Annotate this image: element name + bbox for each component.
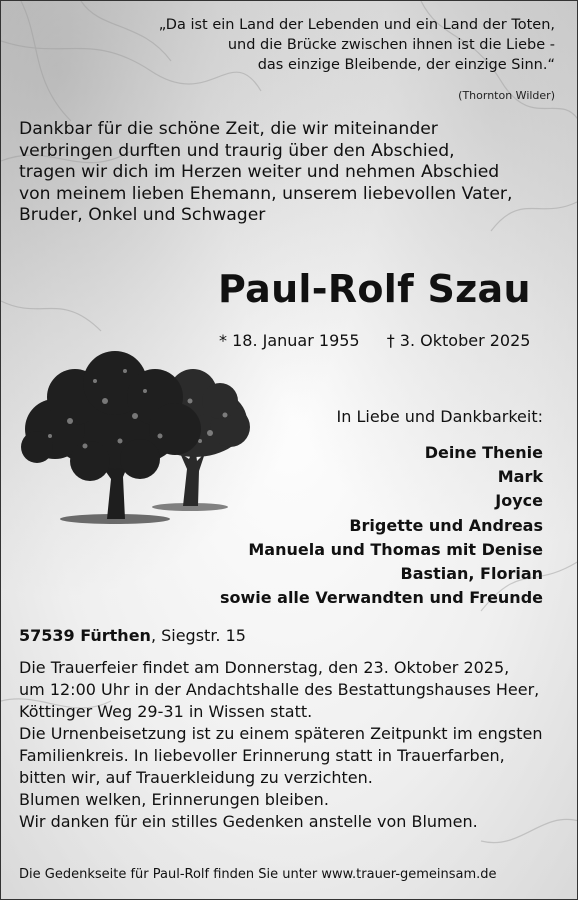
life-dates bbox=[219, 331, 530, 350]
funeral-details bbox=[19, 657, 559, 833]
details-line: Köttinger Weg 29-31 in Wissen statt. bbox=[19, 702, 313, 721]
details-line: Blumen welken, Erinnerungen bleiben. bbox=[19, 790, 329, 809]
details-line: um 12:00 Uhr in der Andachtshalle des Bestattungshauses Heer, bbox=[19, 680, 540, 699]
address-city: 57539 Fürthen bbox=[19, 626, 151, 645]
details-line: Die Trauerfeier findet am Donnerstag, den 23. Oktober 2025, bbox=[19, 658, 510, 677]
intro-line: verbringen durften und traurig über den Abschied, bbox=[19, 140, 455, 161]
mourner-name: sowie alle Verwandten und Freunde bbox=[219, 588, 543, 608]
details-line: bitten wir, auf Trauerkleidung zu verzichten. bbox=[19, 768, 373, 787]
memorial-page-note: Die Gedenkseite für Paul-Rolf finden Sie unter www.trauer-gemeinsam.de bbox=[19, 867, 497, 882]
mourner-name: Bastian, Florian bbox=[400, 564, 543, 584]
mourner-name: Mark bbox=[497, 467, 543, 487]
mourner-name: Deine Thenie bbox=[424, 443, 543, 462]
details-line: Wir danken für ein stilles Gedenken anstelle von Blumen. bbox=[19, 812, 478, 831]
address-street: , Siegstr. 15 bbox=[150, 626, 246, 645]
quote-line: und die Brücke zwischen ihnen ist die Liebe - bbox=[227, 37, 555, 53]
mourner-name: Manuela und Thomas mit Denise bbox=[248, 539, 543, 559]
intro-line: tragen wir dich im Herzen weiter und nehmen Abschied bbox=[19, 162, 500, 183]
details-line: Die Urnenbeisetzung ist zu einem späteren Zeitpunkt im engsten bbox=[19, 724, 543, 743]
mourners-list bbox=[220, 441, 543, 610]
quote-line: das einzige Bleibende, der einzige Sinn.“ bbox=[257, 57, 555, 73]
death-date: † 3. Oktober 2025 bbox=[386, 331, 531, 350]
deceased-name: Paul-Rolf Szau bbox=[218, 267, 531, 311]
address bbox=[19, 626, 246, 645]
intro-line: Dankbar für die schöne Zeit, die wir miteinander bbox=[19, 119, 438, 139]
mourner-name: Brigette und Andreas bbox=[349, 515, 543, 535]
birth-date: * 18. Januar 1955 bbox=[219, 331, 360, 350]
quote-source: (Thornton Wilder) bbox=[458, 89, 555, 102]
quote bbox=[75, 15, 555, 75]
mourners-heading: In Liebe und Dankbarkeit: bbox=[336, 407, 543, 426]
quote-line: „Da ist ein Land der Lebenden und ein Land der Toten, bbox=[158, 17, 555, 33]
mourner-name: Joyce bbox=[495, 491, 543, 511]
intro-text bbox=[19, 119, 559, 227]
intro-line: von meinem lieben Ehemann, unserem liebevollen Vater, bbox=[19, 183, 513, 204]
details-line: Familienkreis. In liebevoller Erinnerung statt in Trauerfarben, bbox=[19, 746, 505, 765]
intro-line: Bruder, Onkel und Schwager bbox=[19, 205, 266, 226]
